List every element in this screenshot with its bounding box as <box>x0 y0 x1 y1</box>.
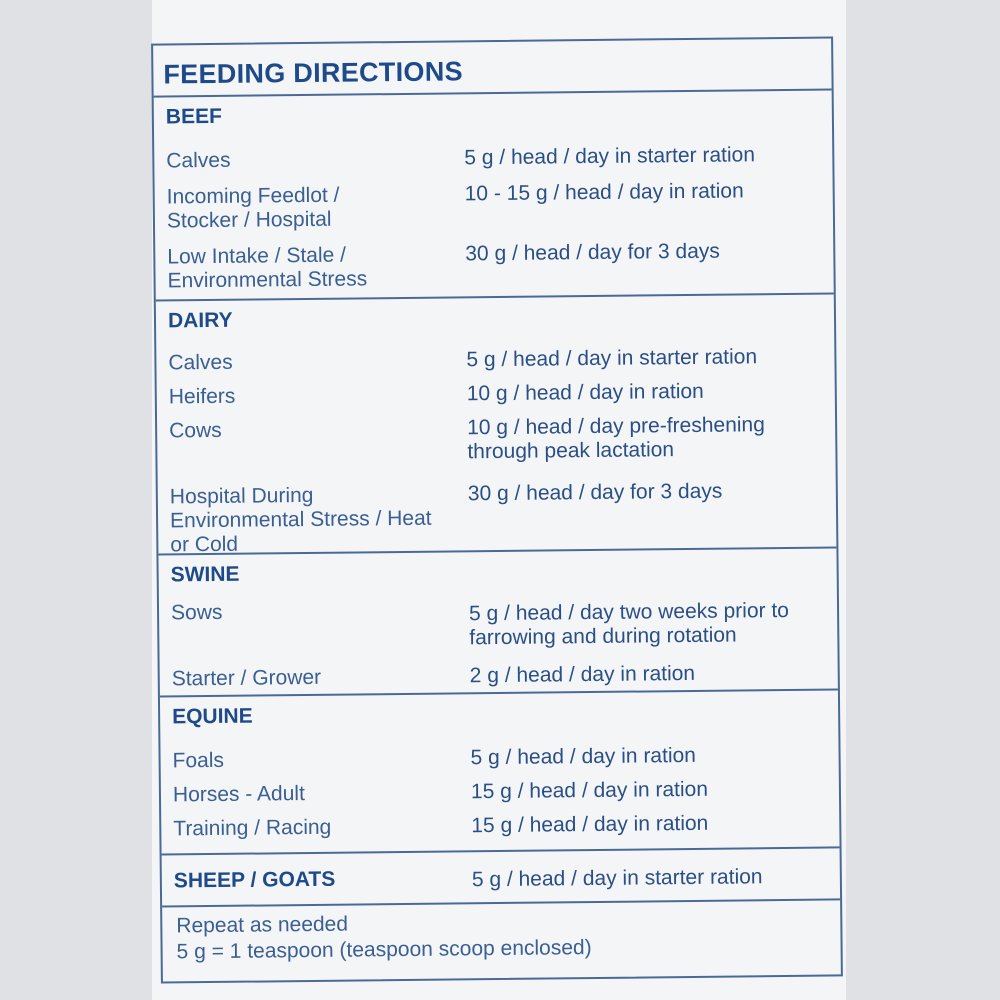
table-row <box>156 344 834 375</box>
note-repeat: Repeat as needed <box>176 912 349 938</box>
section-divider <box>156 292 834 301</box>
table-row <box>157 412 835 464</box>
dose-value: 2 g / head / day in ration <box>469 661 696 688</box>
animal-label: Incoming Feedlot / Stocker / Hospital <box>166 183 340 233</box>
background-left <box>0 0 152 1000</box>
dose-value: 5 g / head / day in starter ration <box>471 865 763 892</box>
animal-label: Low Intake / Stale / Environmental Stress <box>167 243 368 293</box>
table-row <box>159 594 837 650</box>
table-row <box>158 478 836 557</box>
dose-value: 15 g / head / day in ration <box>471 811 709 838</box>
animal-label: Cows <box>169 418 222 443</box>
dose-value: 30 g / head / day for 3 days <box>465 239 720 266</box>
table-row <box>161 810 839 841</box>
dose-value: 15 g / head / day in ration <box>470 777 709 804</box>
dose-value: 5 g / head / day in ration <box>470 743 697 770</box>
animal-label: Training / Racing <box>173 815 332 841</box>
panel-title: FEEDING DIRECTIONS <box>163 56 463 90</box>
animal-label: Sows <box>170 600 223 625</box>
dose-value: 5 g / head / day in starter ration <box>464 143 756 170</box>
feeding-directions-panel <box>151 36 843 983</box>
section-heading: SHEEP / GOATS <box>173 867 336 893</box>
dose-value: 10 - 15 g / head / day in ration <box>464 179 744 206</box>
section-divider <box>162 898 840 907</box>
dose-value: 5 g / head / day two weeks prior to farrowing and during rotation <box>468 598 790 650</box>
note-teaspoon: 5 g = 1 teaspoon (teaspoon scoop enclosed) <box>176 936 592 964</box>
section-heading: BEEF <box>165 104 222 129</box>
animal-label: Calves <box>166 148 231 173</box>
table-row <box>161 776 839 807</box>
section-heading: DAIRY <box>167 308 233 333</box>
animal-label: Calves <box>168 350 233 375</box>
dose-value: 10 g / head / day in ration <box>466 379 704 406</box>
table-row <box>155 238 833 293</box>
title-divider <box>154 88 832 97</box>
animal-label: Starter / Grower <box>171 665 322 691</box>
dose-value: 5 g / head / day in starter ration <box>466 345 758 372</box>
animal-label: Horses - Adult <box>172 782 305 807</box>
table-row <box>160 742 838 773</box>
table-row <box>157 378 835 409</box>
animal-label: Heifers <box>168 384 236 409</box>
background-right <box>846 0 1000 1000</box>
animal-label: Foals <box>172 748 225 773</box>
animal-label: Hospital During Environmental Stress / Heat or Cold <box>169 483 432 557</box>
dose-value: 10 g / head / day pre-freshening through peak lactation <box>467 413 765 464</box>
section-divider <box>162 846 840 855</box>
table-row <box>154 142 832 173</box>
section-heading: EQUINE <box>172 704 253 729</box>
section-heading: SWINE <box>170 562 240 587</box>
table-row <box>160 660 838 691</box>
table-row <box>155 178 833 233</box>
dose-value: 30 g / head / day for 3 days <box>467 479 723 506</box>
